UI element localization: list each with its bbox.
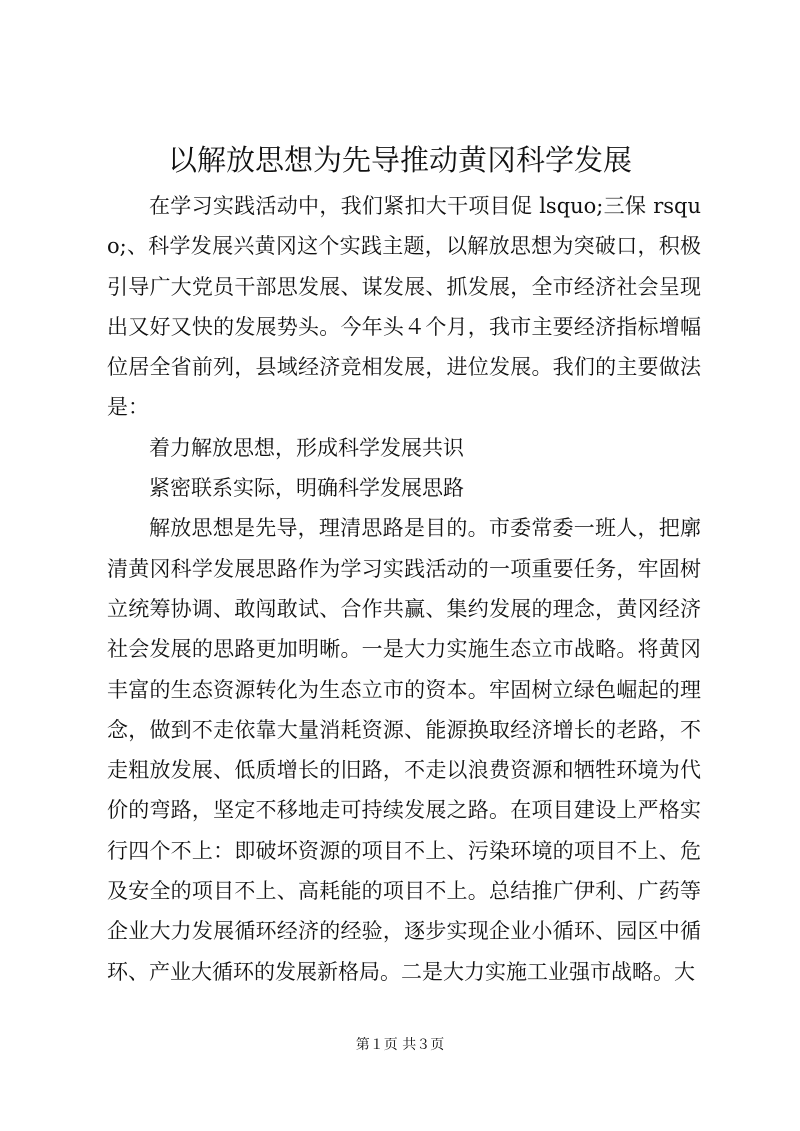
paragraph-heading-1: 着力解放思想，形成科学发展共识 [149,435,464,460]
document-title: 以解放思想为先导推动黄冈科学发展 [167,143,632,177]
page-footer: 第１页 共３页 [355,1037,445,1053]
paragraph-heading-2: 紧密联系实际，明确科学发展思路 [149,476,464,501]
paragraph-main: 解放思想是先导，理清思路是目的。市委常委一班人，把廓清黄冈科学发展思路作为学习实践活动的一项重要任务，牢固树立统筹协调、敢闯敢试、合作共赢、集约发展的理念，黄冈经济社会发展的思路更加明晰。一是大力实施生态立市战略。将黄冈丰富的生态资源转化为生态立市的资本。牢固树立绿色崛起的理念，做到不走依靠大量消耗资源、能源换取经济增长的老路，不走粗放发展、低质增长的旧路，不走以浪费资源和牺牲环境为代价的弯路，坚定不移地走可持续发展之路。在项目建设上严格实行四个不上：即破坏资源的项目不上、污染环境的项目不上、危及安全的项目不上、高耗能的项目不上。总结推广伊利、广药等企业大力发展循环经济的经验，逐步实现企业小循环、园区中循环、产业大循环的发展新格局。二是大力实施工业强市战略。大 [107,516,701,984]
document-body [107,186,701,992]
paragraph-intro: 在学习实践活动中，我们紧扣大干项目促 lsquo;三保 rsquo;、科学发展兴黄冈这个实践主题，以解放思想为突破口，积极引导广大党员干部思发展、谋发展、抓发展，全市经济社会呈现出又好又快的发展势头。今年头４个月，我市主要经济指标增幅位居全省前列，县域经济竞相发展，进位发展。我们的主要做法是： [107,194,701,420]
